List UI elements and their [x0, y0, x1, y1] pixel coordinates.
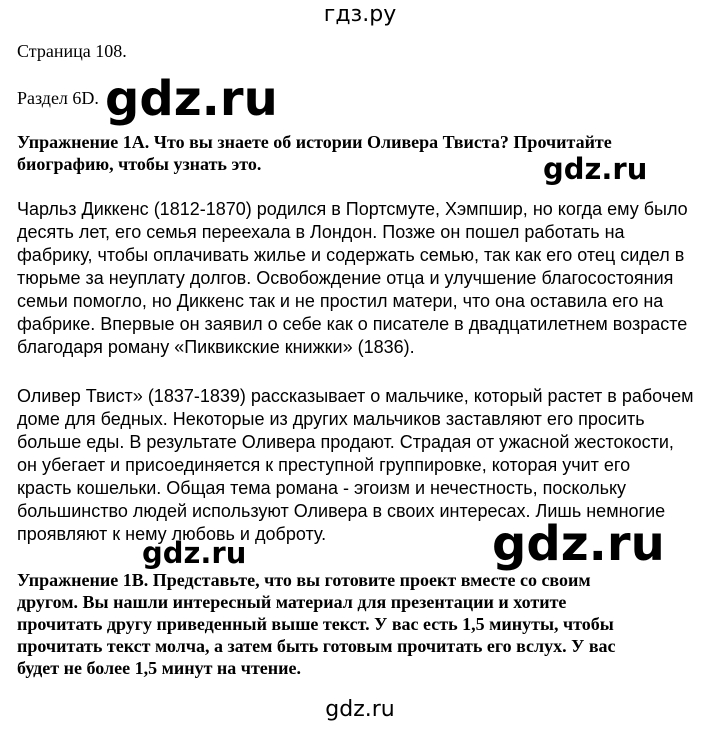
exercise-1b-line: прочитать текст молча, а затем быть готовым прочитать его вслух. У вас — [17, 636, 616, 656]
exercise-1b-line: прочитать другу приведенный выше текст. У вас есть 1,5 минуты, чтобы — [17, 614, 614, 634]
text-line: больше еды. В результате Оливера продают. Страдая от ужасной жестокости, — [17, 432, 674, 452]
page-number: Страница 108. — [17, 41, 127, 61]
exercise-1b-heading — [17, 569, 707, 679]
text-line: благодаря роману «Пиквикские книжки» (1836). — [17, 337, 415, 357]
text-line: десять лет, его семья переехала в Лондон. Позже он пошел работать на — [17, 222, 625, 242]
exercise-1b-line: другом. Вы нашли интересный материал для презентации и хотите — [17, 592, 567, 612]
section-label: Раздел 6D. — [17, 88, 99, 108]
text-line: красть кошельки. Общая тема романа - эгоизм и нечестность, поскольку — [17, 478, 627, 498]
exercise-1a-line: биографию, чтобы узнать это. — [17, 154, 262, 174]
exercise-1b-line: будет не более 1,5 минут на чтение. — [17, 658, 302, 678]
biography-paragraph — [17, 198, 712, 359]
text-line: Чарльз Диккенс (1812-1870) родился в Портсмуте, Хэмпшир, но когда ему было — [17, 199, 688, 219]
watermark-logo: gdz.ru — [105, 71, 278, 127]
text-line: семьи помогло, но Диккенс так и не простил матери, что она оставила его на — [17, 291, 664, 311]
watermark-logo: gdz.ru — [492, 516, 665, 572]
text-line: тюрьме за неуплату долгов. Освобождение отца и улучшение благосостояния — [17, 268, 674, 288]
watermark-logo: gdz.ru — [543, 152, 648, 186]
text-line: доме для бедных. Некоторые из других мальчиков заставляют его просить — [17, 409, 645, 429]
exercise-1b-line: Упражнение 1В. Представьте, что вы готовите проект вместе со своим — [17, 570, 591, 590]
site-header: гдз.ру — [323, 2, 397, 27]
text-line: проявляют к нему любовь и доброту. — [17, 524, 327, 544]
site-footer: gdz.ru — [325, 697, 395, 722]
watermark-logo: gdz.ru — [142, 536, 247, 570]
text-line: фабрику, чтобы оплачивать жилье и содержать семью, так как его отец сидел в — [17, 245, 685, 265]
text-line: фабрике. Впервые он заявил о себе как о писателе в двадцатилетнем возрасте — [17, 314, 688, 334]
text-line: Оливер Твист» (1837-1839) рассказывает о мальчике, который растет в рабочем — [17, 386, 694, 406]
text-line: он убегает и присоединяется к преступной группировке, которая учит его — [17, 455, 631, 475]
exercise-1a-line: Упражнение 1А. Что вы знаете об истории Оливера Твиста? Прочитайте — [17, 132, 612, 152]
text-line: большинство людей используют Оливера в своих интересах. Лишь немногие — [17, 501, 666, 521]
